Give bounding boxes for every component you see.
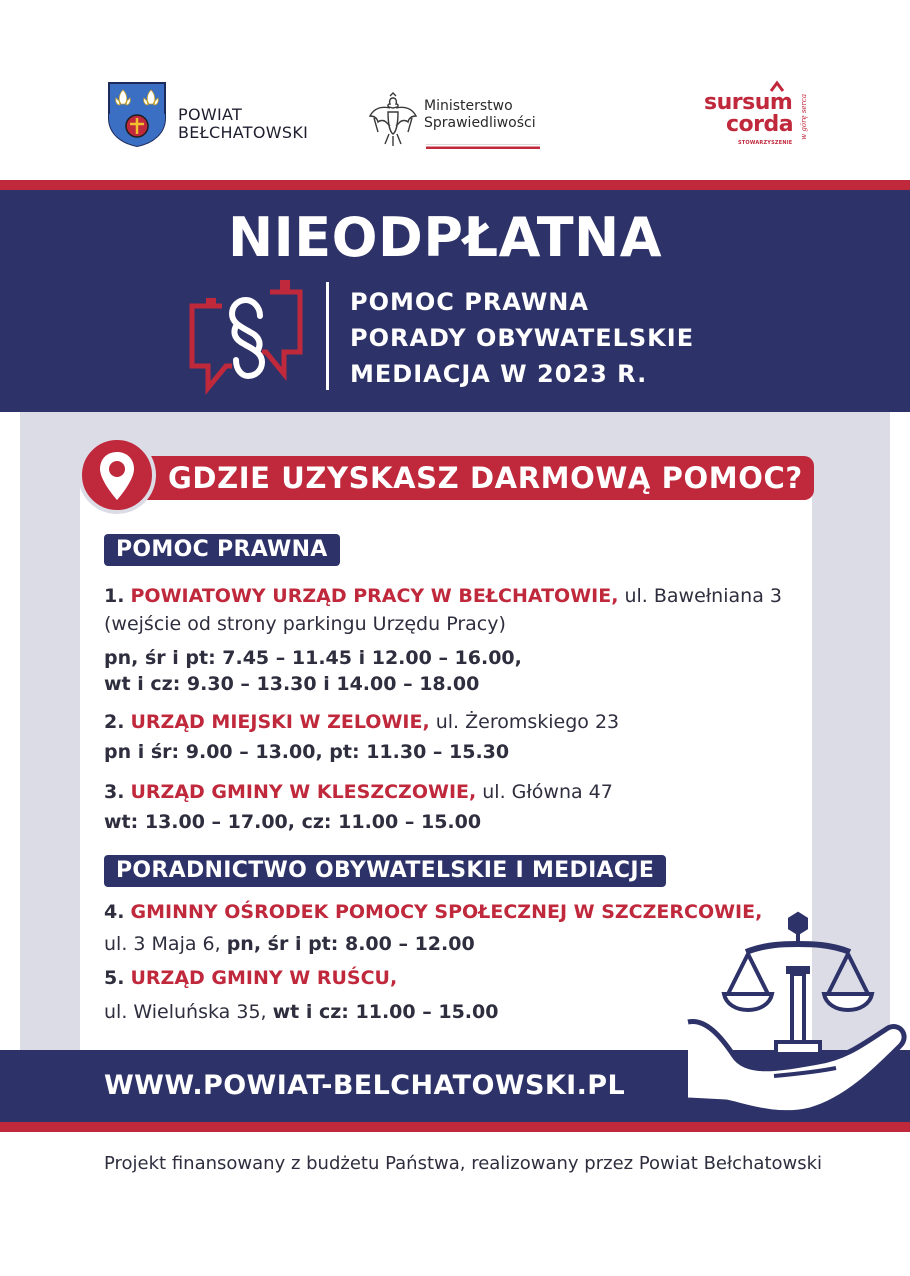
corda-word: corda xyxy=(726,112,794,137)
entry-4-hours: pn, śr i pt: 8.00 – 12.00 xyxy=(226,933,475,955)
paragraph-speech-icon xyxy=(188,276,308,398)
banner-divider xyxy=(326,282,329,390)
location-pin-icon xyxy=(98,450,136,502)
entry-2-number: 2. xyxy=(104,711,125,733)
entry-1-hours-line2: wt i cz: 9.30 – 13.30 i 14.00 – 18.00 xyxy=(104,673,480,695)
entry-5-title xyxy=(104,964,397,992)
entry-3-address: ul. Główna 47 xyxy=(476,781,613,803)
entry-1-place: POWIATOWY URZĄD PRACY W BEŁCHATOWIE, xyxy=(130,585,619,607)
polish-eagle-icon xyxy=(368,92,418,150)
entry-4-title xyxy=(104,898,762,926)
entry-1-address: ul. Bawełniana 3 xyxy=(618,585,782,607)
entry-5-address: ul. Wieluńska 35, xyxy=(104,1001,273,1023)
entry-1-number: 1. xyxy=(104,585,125,607)
entry-3-title xyxy=(104,778,613,806)
ministry-name-line1: Ministerstwo xyxy=(424,98,513,114)
entry-4-number: 4. xyxy=(104,901,125,923)
powiat-name-line1: POWIAT xyxy=(178,105,243,124)
website-link[interactable]: WWW.POWIAT-BELCHATOWSKI.PL xyxy=(104,1070,626,1101)
sursum-word: sursum xyxy=(704,90,793,115)
logo-bar xyxy=(0,0,910,180)
entry-4-address: ul. 3 Maja 6, xyxy=(104,933,227,955)
section-label-civic-advice: PORADNICTWO OBYWATELSKIE I MEDIACJE xyxy=(104,855,666,887)
entry-2-address: ul. Żeromskiego 23 xyxy=(429,711,620,733)
entry-5-place: URZĄD GMINY W RUŚCU, xyxy=(130,967,398,989)
entry-3-number: 3. xyxy=(104,781,125,803)
sursum-subtitle: STOWARZYSZENIE xyxy=(738,140,793,146)
powiat-logo xyxy=(106,80,308,148)
entry-4-details xyxy=(104,930,475,958)
entry-1-title xyxy=(104,582,782,610)
banner-title: NIEODPŁATNA xyxy=(227,206,663,269)
scales-of-justice-hand-icon xyxy=(686,910,910,1132)
entry-2-hours: pn i śr: 9.00 – 13.00, pt: 11.30 – 15.30 xyxy=(104,741,510,763)
ministry-name-line2: Sprawiedliwości xyxy=(424,115,536,131)
powiat-coat-of-arms-icon xyxy=(106,80,168,148)
funding-note: Projekt finansowany z budżetu Państwa, realizowany przez Powiat Bełchatowski xyxy=(104,1153,823,1174)
section-label-legal-aid: POMOC PRAWNA xyxy=(104,534,340,566)
entry-5-details xyxy=(104,998,498,1026)
entry-5-hours: wt i cz: 11.00 – 15.00 xyxy=(272,1001,499,1023)
entry-2-place: URZĄD MIEJSKI W ZELOWIE, xyxy=(130,711,430,733)
banner-subtitle xyxy=(350,284,694,392)
powiat-name-line2: BEŁCHATOWSKI xyxy=(178,123,309,142)
banner-line-1: POMOC PRAWNA xyxy=(350,288,589,316)
banner-top-red-stripe xyxy=(0,180,910,190)
entry-1-hours-line1: pn, śr i pt: 7.45 – 11.45 i 12.00 – 16.00, xyxy=(104,647,522,669)
banner-line-2: PORADY OBYWATELSKIE xyxy=(350,324,695,352)
ministry-flag-stripe xyxy=(426,144,540,149)
entry-5-number: 5. xyxy=(104,967,125,989)
banner-line-3: MEDIACJA W 2023 R. xyxy=(350,360,648,388)
entry-2-title xyxy=(104,708,619,736)
headline-text: GDZIE UZYSKASZ DARMOWĄ POMOC? xyxy=(168,461,803,495)
ministry-logo xyxy=(368,92,536,150)
sursum-corda-logo xyxy=(704,80,814,152)
entry-3-hours: wt: 13.00 – 17.00, cz: 11.00 – 15.00 xyxy=(104,811,482,833)
pin-badge xyxy=(78,436,156,514)
entry-4-place: GMINNY OŚRODEK POMOCY SPOŁECZNEJ W SZCZERCOWIE, xyxy=(130,901,763,923)
entry-1-note: (wejście od strony parkingu Urzędu Pracy) xyxy=(104,613,506,635)
sursum-vertical-text: w górę serca xyxy=(800,94,808,140)
entry-3-place: URZĄD GMINY W KLESZCZOWIE, xyxy=(130,781,477,803)
